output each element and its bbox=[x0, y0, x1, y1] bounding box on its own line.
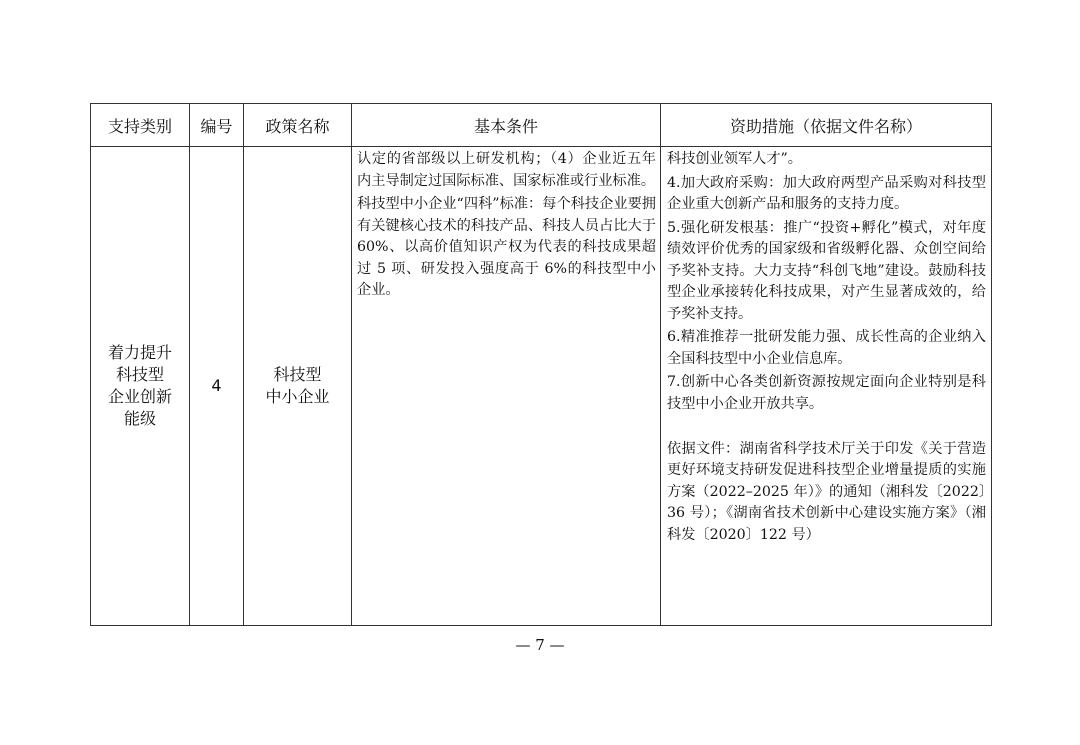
policy-name-cell bbox=[244, 147, 352, 626]
category-line: 企业创新 bbox=[107, 387, 172, 406]
paragraph-spacer bbox=[661, 415, 991, 437]
measure-paragraph: 科技创业领军人才”。 bbox=[667, 151, 802, 167]
measure-paragraph: 6.精准推荐一批研发能力强、成长性高的企业纳入全国科技型中小企业信息库。 bbox=[667, 329, 986, 367]
conditions-cell bbox=[352, 147, 661, 626]
condition-paragraph: 科技型中小企业“四科”标准：每个科技企业要拥有关键核心技术的科技产品、科技人员占比大于 60%、以高价值知识产权为代表的科技成果超过 5 项、研发投入强度高于 6%的科技型中小企业。 bbox=[357, 196, 656, 298]
measure-paragraph: 7.创新中心各类创新资源按规定面向企业特别是科技型中小企业开放共享。 bbox=[667, 374, 986, 412]
policy-table bbox=[90, 103, 992, 626]
header-measures: 资助措施（依据文件名称） bbox=[661, 104, 992, 147]
number-cell: 4 bbox=[190, 147, 244, 626]
table-row bbox=[91, 147, 992, 626]
table-header-row bbox=[91, 104, 992, 147]
header-number: 编号 bbox=[190, 104, 244, 147]
policy-name-line: 科技型 bbox=[273, 365, 322, 384]
measures-cell bbox=[661, 147, 992, 626]
category-line: 科技型 bbox=[115, 365, 164, 384]
header-policy-name: 政策名称 bbox=[244, 104, 352, 147]
measure-paragraph: 4.加大政府采购：加大政府两型产品采购对科技型企业重大创新产品和服务的支持力度。 bbox=[667, 174, 986, 212]
basis-paragraph: 依据文件：湖南省科学技术厅关于印发《关于营造更好环境支持研发促进科技型企业增量提质的实施方案（2022–2025 年）》的通知（湘科发〔2022〕36 号）；《湖南省技术创新中心建设实施方案》（湘科发〔2020〕122 号） bbox=[667, 440, 986, 543]
page-number: — 7 — bbox=[515, 636, 565, 654]
category-line: 能级 bbox=[123, 409, 156, 428]
header-conditions: 基本条件 bbox=[352, 104, 661, 147]
category-line: 着力提升 bbox=[107, 343, 172, 362]
policy-name-line: 中小企业 bbox=[265, 387, 330, 406]
category-cell bbox=[91, 147, 190, 626]
condition-paragraph: 认定的省部级以上研发机构；（4）企业近五年内主导制定过国际标准、国家标准或行业标准。 bbox=[357, 151, 656, 189]
measure-paragraph: 5.强化研发根基：推广“投资+孵化”模式，对年度绩效评价优秀的国家级和省级孵化器、众创空间给予奖补支持。大力支持“科创飞地”建设。鼓励科技型企业承接转化科技成果，对产生显著成效的，给予奖补支持。 bbox=[667, 219, 986, 322]
header-category: 支持类别 bbox=[91, 104, 190, 147]
